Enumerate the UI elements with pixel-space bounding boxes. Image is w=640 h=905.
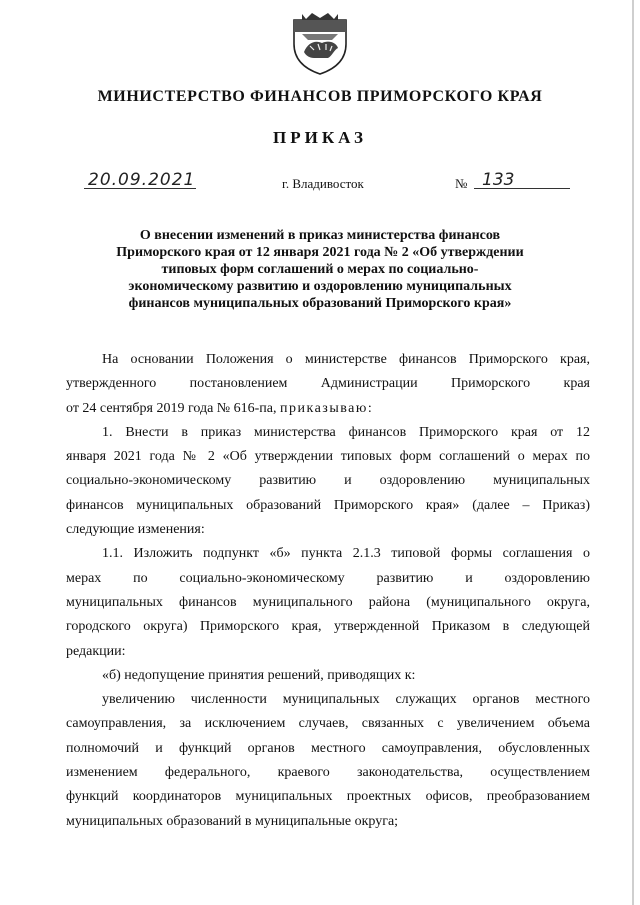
body-line: муниципальных финансов муниципального района (муниципального округа, <box>66 594 590 610</box>
date-underline <box>84 188 196 189</box>
body-line: полномочий и функций органов местного самоуправления, обусловленных <box>66 740 590 756</box>
body-line: муниципальных образований в муниципальные округа; <box>66 813 399 829</box>
subclause-b-intro <box>66 664 590 688</box>
order-body <box>66 348 590 834</box>
preamble-paragraph <box>66 348 590 421</box>
body-line: социально-экономическому развитию и оздоровлению муниципальных <box>66 473 590 489</box>
subject-line: О внесении изменений в приказ министерства финансов <box>139 228 501 243</box>
subject-line: Приморского края от 12 января 2021 года № 2 «Об утверждении <box>116 245 524 260</box>
body-line: 1. Внести в приказ министерства финансов Приморского края от 12 <box>102 424 590 440</box>
city-label: г. Владивосток <box>282 176 364 191</box>
body-line: следующие изменения: <box>66 522 205 538</box>
subject-line: экономическому развитию и оздоровлению муниципальных <box>128 279 512 294</box>
body-line: утвержденного постановлением Администрации Приморского края <box>66 376 590 392</box>
order-number-field <box>474 170 570 192</box>
body-line: редакции: <box>66 643 126 659</box>
subject-line: финансов муниципальных образований Приморского края» <box>128 296 512 311</box>
order-directive-word: приказываю: <box>280 400 374 416</box>
number-underline <box>474 188 570 189</box>
body-line: финансов муниципальных образований Приморского края» (далее – Приказ) <box>66 497 590 513</box>
subject-line: типовых форм соглашений о мерах по социально- <box>161 262 479 277</box>
order-date-field <box>88 170 196 192</box>
primorsky-coat-of-arms-emblem <box>292 10 348 76</box>
order-number: 133 <box>482 170 515 190</box>
clause-1-1-paragraph <box>66 542 590 663</box>
clause-1-paragraph <box>66 421 590 542</box>
body-line: мерах по социально-экономическому развитию и оздоровлению <box>66 570 590 586</box>
body-line: На основании Положения о министерстве финансов Приморского края, <box>102 352 590 367</box>
body-line: функций координаторов муниципальных проектных офисов, преобразованием <box>66 789 590 805</box>
body-line: изменением федерального, краевого законодательства, осуществлением <box>66 765 590 781</box>
body-text: от 24 сентября 2019 года № 616-па, <box>66 400 281 416</box>
subclause-b-text <box>66 688 590 834</box>
body-line: «б) недопущение принятия решений, приводящих к: <box>102 667 416 683</box>
body-line: увеличению численности муниципальных служащих органов местного <box>102 692 590 708</box>
number-sign: № <box>455 176 468 191</box>
body-line: самоуправления, за исключением случаев, связанных с увеличением объема <box>66 716 590 732</box>
body-line: городского округа) Приморского края, утвержденной Приказом в следующей <box>66 619 590 635</box>
body-line: января 2021 года № 2 «Об утверждении типовых форм соглашений о мерах по <box>66 449 590 465</box>
order-title: ПРИКАЗ <box>273 128 367 147</box>
order-subject <box>100 227 540 312</box>
ministry-heading: МИНИСТЕРСТВО ФИНАНСОВ ПРИМОРСКОГО КРАЯ <box>97 88 543 105</box>
body-line <box>66 397 590 421</box>
order-date: 20.09.2021 <box>88 170 196 190</box>
body-line: 1.1. Изложить подпункт «б» пункта 2.1.3 типовой формы соглашения о <box>102 546 590 562</box>
